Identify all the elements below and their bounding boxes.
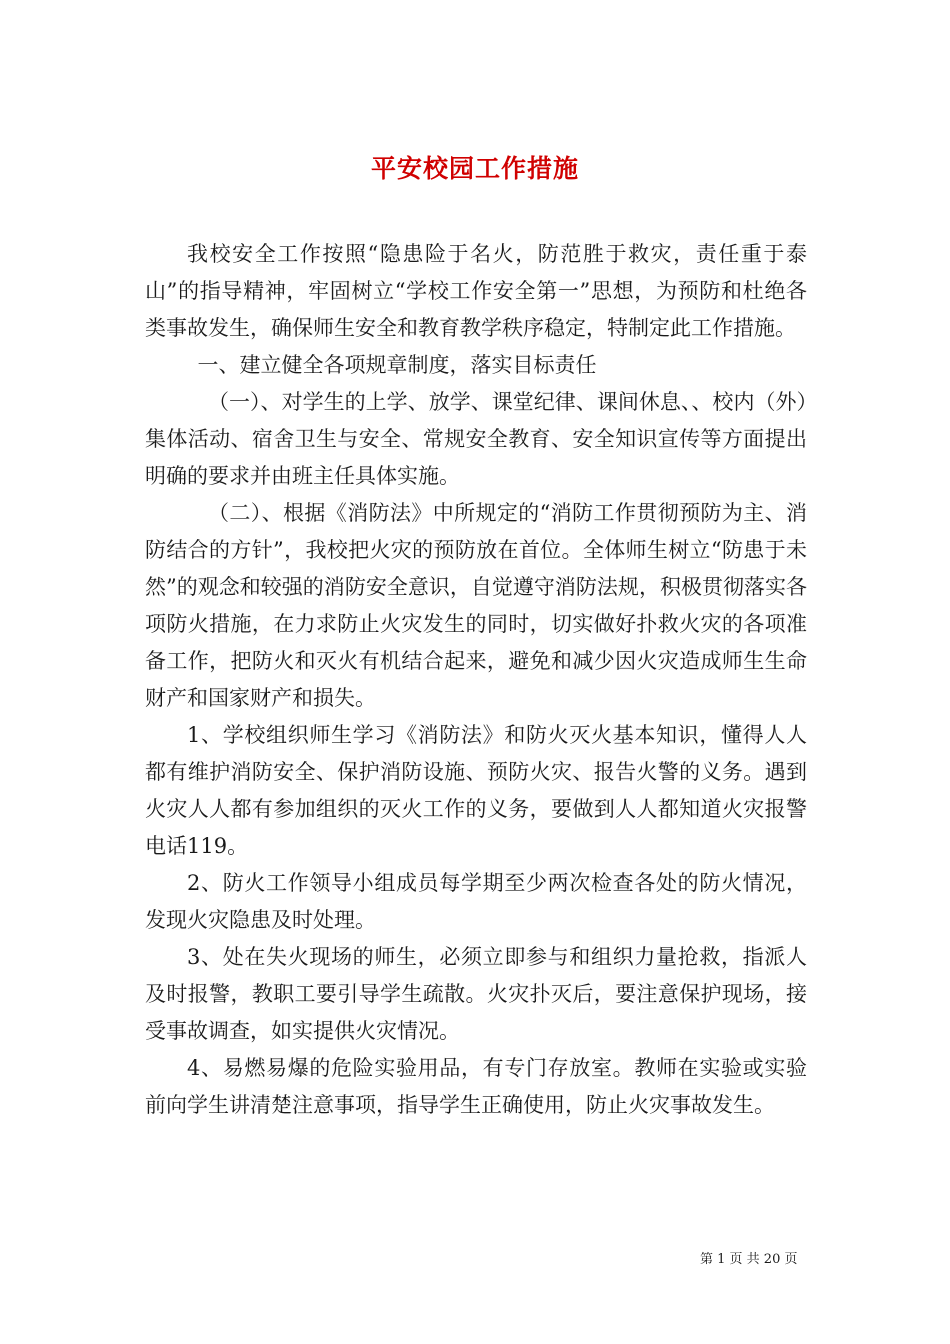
document-body <box>145 236 807 1124</box>
subsection-2-paragraph: （二）、根据《消防法》中所规定的“消防工作贯彻预防为主、消防结合的方针”，我校把火灾的预防放在首位。全体师生树立“防患于未然”的观念和较强的消防安全意识，自觉遵守消防法规，积极贯彻落实各项防火措施，在力求防止火灾发生的同时，切实做好扑救火灾的各项准备工作，把防火和灭火有机结合起来，避免和减少因火灾造成师生生命财产和国家财产和损失。 <box>145 501 807 710</box>
section-heading-1: 一、建立健全各项规章制度，落实目标责任 <box>197 353 597 377</box>
item-1-paragraph: 1、学校组织师生学习《消防法》和防火灭火基本知识，懂得人人都有维护消防安全、保护消防设施、预防火灾、报告火警的义务。遇到火灾人人都有参加组织的灭火工作的义务，要做到人人都知道火灾报警电话119。 <box>145 723 807 858</box>
item-4-paragraph: 4、易燃易爆的危险实验用品，有专门存放室。教师在实验或实验前向学生讲清楚注意事项，指导学生正确使用，防止火灾事故发生。 <box>145 1056 807 1117</box>
item-3-paragraph: 3、处在失火现场的师生，必须立即参与和组织力量抢救，指派人及时报警，教职工要引导学生疏散。火灾扑灭后，要注意保护现场，接受事故调查，如实提供火灾情况。 <box>145 945 807 1043</box>
page-number: 第 1 页 共 20 页 <box>700 1252 798 1267</box>
document-title: 平安校园工作措施 <box>370 153 579 183</box>
item-2-paragraph: 2、防火工作领导小组成员每学期至少两次检查各处的防火情况，发现火灾隐患及时处理。 <box>145 871 807 932</box>
subsection-1-paragraph: （一）、对学生的上学、放学、课堂纪律、课间休息、、校内（外）集体活动、宿舍卫生与安全、常规安全教育、安全知识宣传等方面提出明确的要求并由班主任具体实施。 <box>145 390 807 488</box>
intro-paragraph: 我校安全工作按照“隐患险于名火，防范胜于救灾，责任重于泰山”的指导精神，牢固树立“学校工作安全第一”思想，为预防和杜绝各类事故发生，确保师生安全和教育教学秩序稳定，特制定此工作措施。 <box>145 242 807 340</box>
